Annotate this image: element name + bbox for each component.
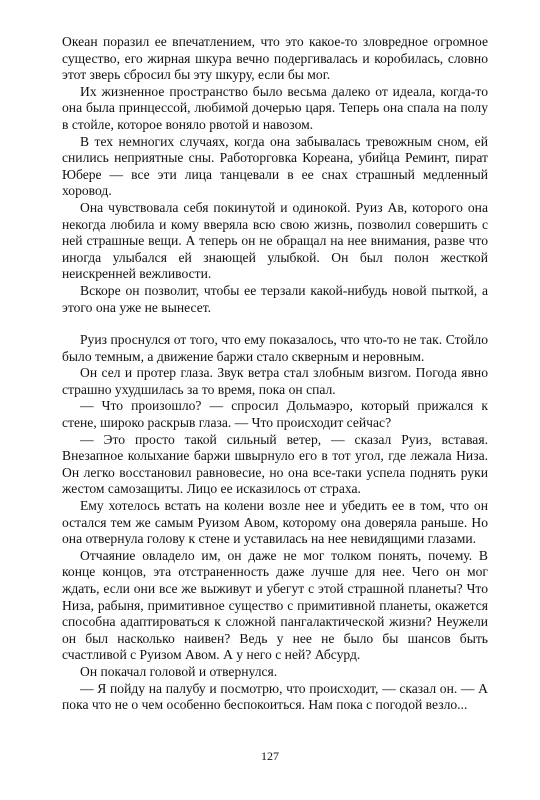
paragraph: Отчаяние овладело им, он даже не мог толком понять, почему. В конце концов, эта отстраненность даже лучше для нее. Чего он мог ждать, если они все же выживут и убегут с этой страшной планеты? Что Низа, рабыня, примитивное существо с примитивной планеты, окажется способна адаптироваться к сложной пангалактической жизни? Неужели он был насколько наивен? Ведь у нее не было бы шансов быть счастливой с Руизом Авом. А у него с ней? Абсурд. [62,547,488,663]
paragraph: Руиз проснулся от того, что ему показалось, что что-то не так. Стойло было темным, а движение баржи стало скверным и неровным. [62,332,488,364]
page-body [62,34,488,714]
paragraph: Океан поразил ее впечатлением, что это какое-то зловредное огромное существо, его жирная шкура вечно подергивалась и коробилась, словно этот зверь сбросил бы эту шкуру, если бы мог. [62,34,488,83]
paragraph: Их жизненное пространство было весьма далеко от идеала, когда-то она была принцессой, любимой дочерью царя. Теперь она спала на полу в стойле, которое воняло рвотой и навозом. [62,83,488,132]
paragraph: Ему хотелось встать на колени возле нее и убедить ее в том, что он остался тем же самым Руизом Авом, которому она доверяла раньше. Но она отвернула голову к стене и уставилась на нее невидящими глазами. [62,498,488,547]
paragraph: Она чувствовала себя покинутой и одинокой. Руиз Ав, которого она некогда любила и кому вверяла всю свою жизнь, позволил совершить с ней страшные вещи. А теперь он не обращал на нее внимания, разве что иногда улыбался ей знающей улыбкой. Он был полон жесткой неискренней вежливости. [62,199,488,282]
paragraph: — Я пойду на палубу и посмотрю, что происходит, — сказал он. — А пока что не о чем особенно беспокоиться. Нам пока с погодой везло... [62,680,488,713]
paragraph: Он сел и протер глаза. Звук ветра стал злобным визгом. Погода явно страшно ухудшилась за то время, пока он спал. [62,365,488,397]
paragraph: — Что произошло? — спросил Дольмаэро, который прижался к стене, широко раскрыв глаза. — Что происходит сейчас? [62,398,488,431]
paragraph: В тех немногих случаях, когда она забывалась тревожным сном, ей снились неприятные сны. Работорговка Кореана, убийца Реминт, пират Юбере — все эти лица танцевали в ее снах страшный медленный хоровод. [62,133,488,199]
paragraph: Он покачал головой и отвернулся. [80,663,278,679]
section-break [62,316,488,332]
page-number: 127 [261,749,279,763]
paragraph: Вскоре он позволит, чтобы ее терзали какой-нибудь новой пыткой, а этого она уже не вынесет. [62,282,488,315]
paragraph: — Это просто такой сильный ветер, — сказал Руиз, вставая. Внезапное колыхание баржи швырнуло его в тот угол, где лежала Низа. Он легко восстановил равновесие, но она все-таки успела поднять руки жестом самозащиты. Лицо ее исказилось от страха. [62,431,488,497]
